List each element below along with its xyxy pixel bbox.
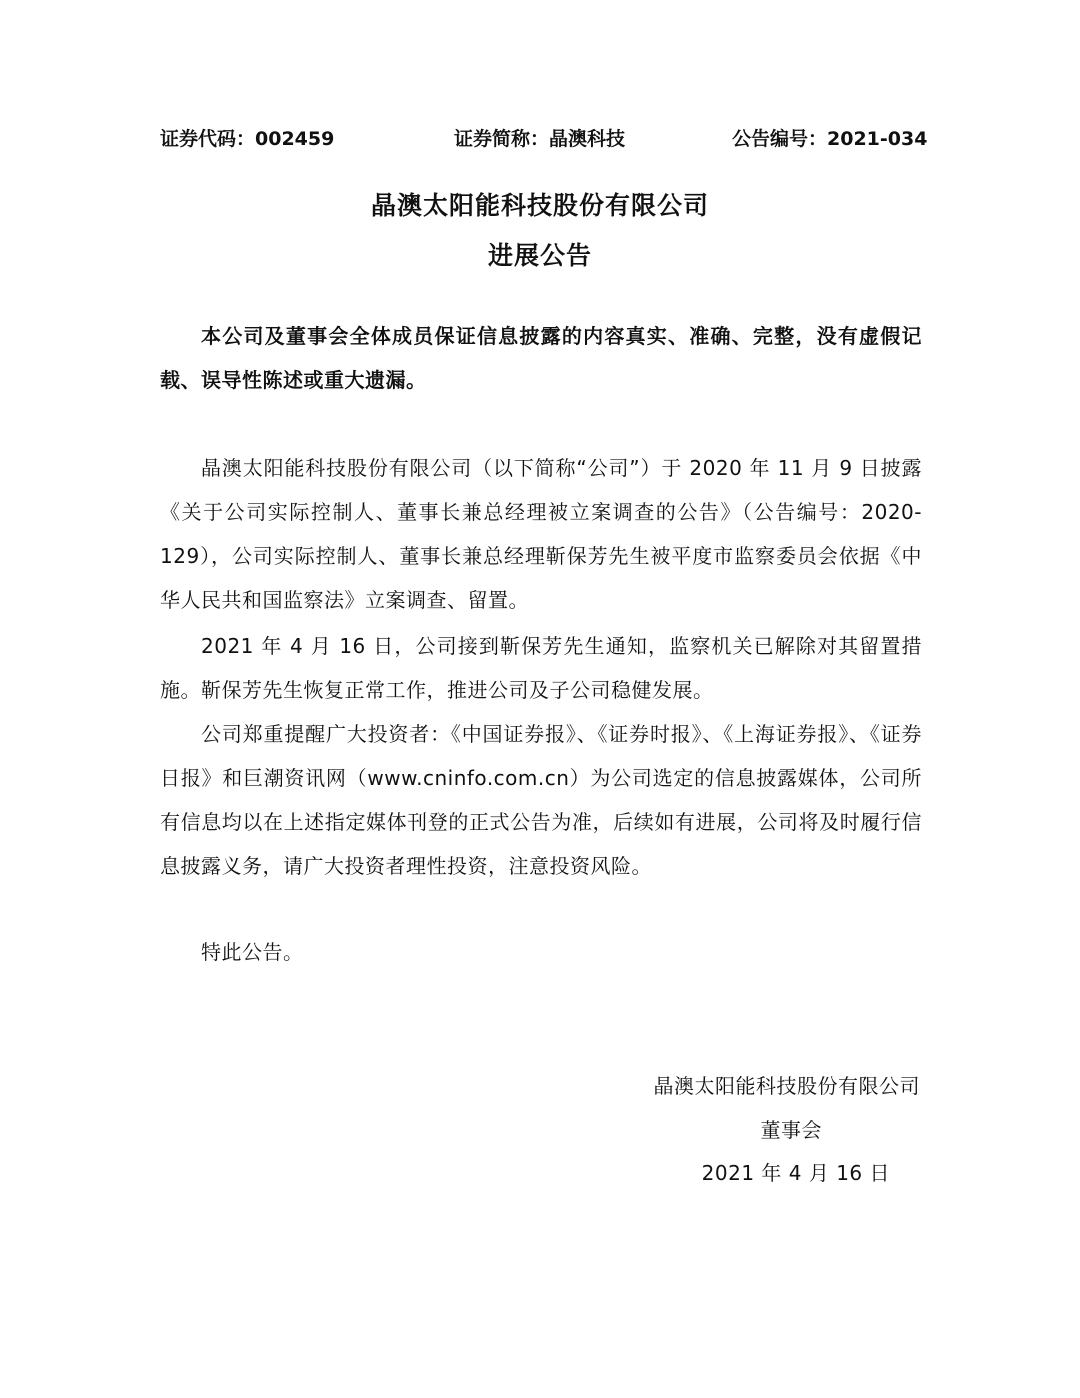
security-abbreviation: 证券简称：晶澳科技	[454, 128, 626, 150]
announcement-number: 公告编号：2021-034	[732, 128, 928, 150]
body-paragraph-investigation: 晶澳太阳能科技股份有限公司（以下简称“公司”）于 2020 年 11 月 9 日披露《关于公司实际控制人、董事长兼总经理被立案调查的公告》（公告编号：2020-129），公司实际控制人、董事长兼总经理靳保芳先生被平度市监察委员会依据《中华人民共和国监察法》立案调查、留置。	[160, 456, 922, 612]
company-title: 晶澳太阳能科技股份有限公司	[370, 191, 709, 220]
signature-board: 董事会	[760, 1118, 822, 1142]
closing-remark: 特此公告。	[201, 940, 304, 964]
security-code: 证券代码：002459	[160, 128, 335, 150]
document-title: 进展公告	[487, 241, 592, 270]
signature-company: 晶澳太阳能科技股份有限公司	[653, 1074, 920, 1098]
body-paragraph-release: 2021 年 4 月 16 日，公司接到靳保芳先生通知，监察机关已解除对其留置措施。靳保芳先生恢复正常工作，推进公司及子公司稳健发展。	[160, 634, 922, 702]
body-paragraph-investor-notice: 公司郑重提醒广大投资者：《中国证券报》、《证券时报》、《上海证券报》、《证券日报》和巨潮资讯网（www.cninfo.com.cn）为公司选定的信息披露媒体，公司所有信息均以在上述指定媒体刊登的正式公告为准，后续如有进展，公司将及时履行信息披露义务，请广大投资者理性投资，注意投资风险。	[160, 722, 922, 878]
signature-date: 2021 年 4 月 16 日	[701, 1161, 890, 1185]
announcement-header	[160, 124, 928, 154]
board-statement: 本公司及董事会全体成员保证信息披露的内容真实、准确、完整，没有虚假记载、误导性陈述或重大遗漏。	[160, 324, 922, 392]
